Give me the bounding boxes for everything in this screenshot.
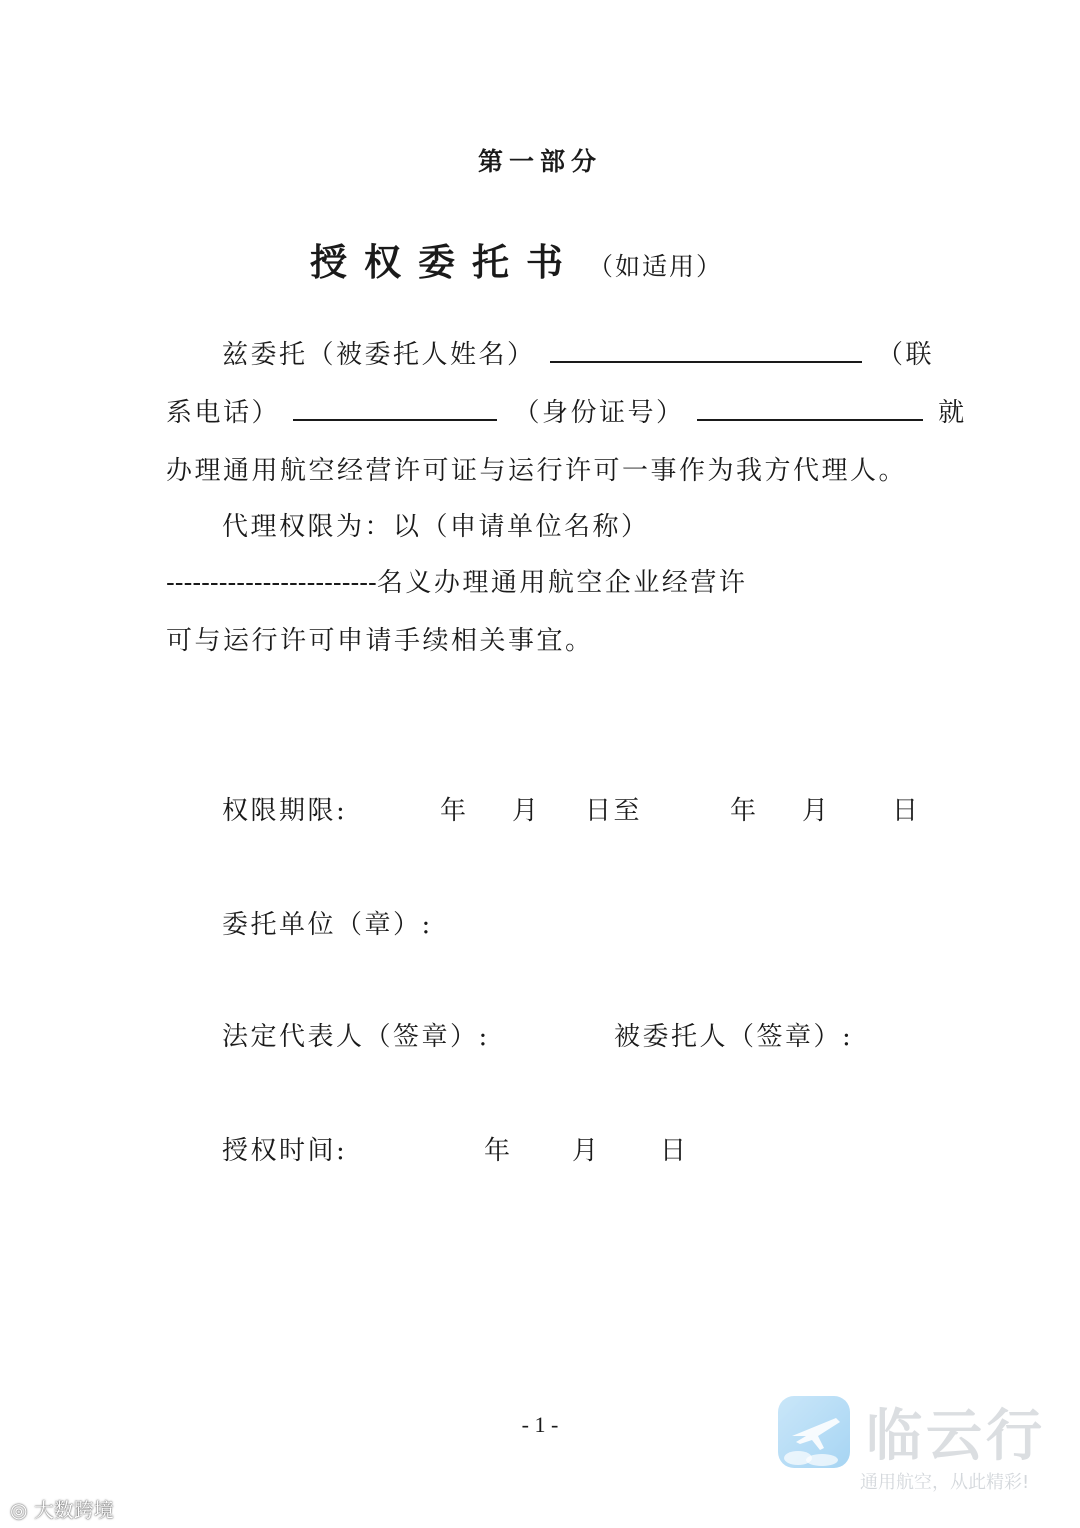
term-month2: 月 <box>802 796 831 826</box>
trustee-signature-label: 被委托人（签章）: <box>614 1022 854 1052</box>
trustee-name-blank <box>550 339 862 363</box>
document-title-main: 授权委托书 <box>310 241 580 284</box>
document-title-sub: （如适用） <box>588 252 724 281</box>
applicant-name-blank: ------------------------ <box>166 568 377 598</box>
auth-time-label: 授权时间: <box>222 1136 348 1166</box>
page-number: - 1 - <box>521 1412 559 1437</box>
corner-watermark <box>10 1494 114 1523</box>
para2-line1: 代理权限为：以（申请单位名称） <box>222 512 650 542</box>
para2-line3: 可与运行许可申请手续相关事宜。 <box>166 626 594 656</box>
part-title: 第一部分 <box>477 147 602 176</box>
document-title <box>310 232 723 286</box>
trustee-name-label: 兹委托（被委托人姓名） <box>222 340 536 370</box>
phone-label-start: （联 <box>877 340 935 370</box>
legal-representative-label: 法定代表人（签章）: <box>222 1022 490 1052</box>
airplane-logo-icon <box>778 1396 850 1468</box>
id-number-blank <box>697 397 923 421</box>
para1-line3: 办理通用航空经营许可证与运行许可一事作为我方代理人。 <box>166 456 908 486</box>
para1-line1 <box>222 334 934 371</box>
term-month1: 月 <box>512 796 541 826</box>
auth-time-day: 日 <box>660 1136 689 1166</box>
auth-time-year: 年 <box>484 1136 513 1166</box>
term-year1: 年 <box>440 796 469 826</box>
para2-line2-text: 名义办理通用航空企业经营许 <box>376 568 748 598</box>
term-year2: 年 <box>730 796 759 826</box>
phone-blank <box>293 397 497 421</box>
watermark-brand: 临云行 <box>866 1404 1046 1469</box>
auth-time-month: 月 <box>572 1136 601 1166</box>
corner-watermark-text: 大数跨境 <box>33 1498 114 1522</box>
weibo-icon: ◎ <box>10 1498 34 1522</box>
id-number-label: （身份证号） <box>513 398 685 428</box>
entrusting-unit-label: 委托单位（章）: <box>222 910 433 940</box>
term-label: 权限期限: <box>222 796 348 826</box>
para1-line2-end: 就 <box>938 398 967 428</box>
para2-line2 <box>166 562 747 599</box>
term-day-to: 日至 <box>585 796 643 826</box>
term-day2: 日 <box>892 796 921 826</box>
phone-label-end: 系电话） <box>166 398 281 428</box>
watermark-slogan: 通用航空，从此精彩! <box>860 1472 1030 1493</box>
para1-line2 <box>166 392 967 429</box>
